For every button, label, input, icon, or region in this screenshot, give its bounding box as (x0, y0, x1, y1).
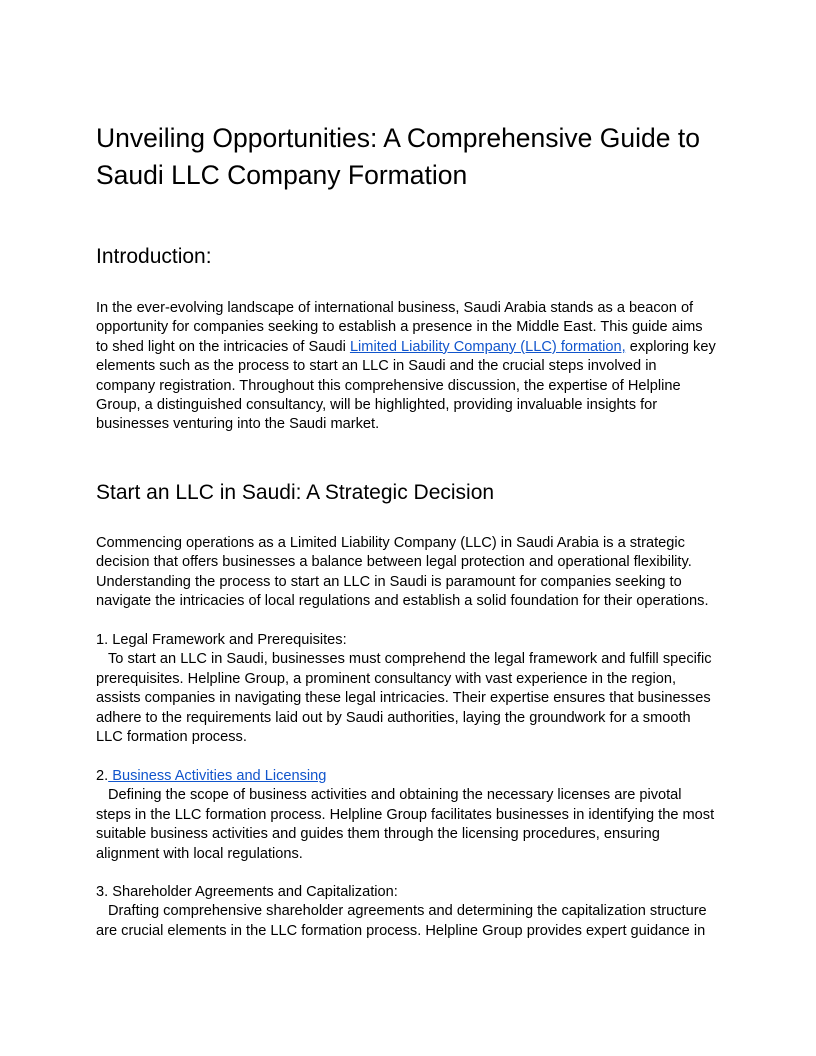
item1-paragraph (96, 631, 726, 747)
business-activities-link[interactable]: Business Activities and Licensing (108, 768, 327, 784)
item1-heading: 1. Legal Framework and Prerequisites: (96, 632, 347, 648)
title-line-1: Unveiling Opportunities: A Comprehensive Guide to (96, 123, 700, 153)
section1-line-3: Understanding the process to start an LLC in Saudi is paramount for companies seeking to (96, 573, 682, 590)
section1-line-4: navigate the intricacies of local regulations and establish a solid foundation for their operations. (96, 593, 709, 610)
intro-heading: Introduction: (96, 245, 212, 268)
section1-line-1: Commencing operations as a Limited Liability Company (LLC) in Saudi Arabia is a strategic (96, 535, 685, 551)
item3-heading: 3. Shareholder Agreements and Capitalization: (96, 884, 398, 900)
item3-paragraph (96, 883, 726, 941)
title-line-2: Saudi LLC Company Formation (96, 160, 468, 190)
item2-line-3: suitable business activities and guides them through the licensing procedures, ensuring (96, 826, 660, 843)
item2-line-4: alignment with local regulations. (96, 845, 303, 862)
item2-line-1: Defining the scope of business activities and obtaining the necessary licenses are pivotal (108, 787, 682, 804)
intro-line-6: Group, a distinguished consultancy, will be highlighted, providing invaluable insights for (96, 397, 658, 414)
intro-line-5: company registration. Throughout this comprehensive discussion, the expertise of Helpline (96, 377, 681, 394)
intro-paragraph (96, 299, 726, 435)
item1-line-2: prerequisites. Helpline Group, a prominent consultancy with vast experience in the region, (96, 670, 677, 687)
document-title (96, 120, 726, 194)
item2-line-2: steps in the LLC formation process. Helpline Group facilitates businesses in identifying the most (96, 806, 715, 823)
intro-line-7: businesses venturing into the Saudi market. (96, 416, 380, 433)
item1-line-5: LLC formation process. (96, 729, 247, 746)
item2-heading (96, 767, 726, 786)
intro-line-2: opportunity for companies seeking to establish a presence in the Middle East. This guide aims (96, 319, 703, 336)
item2-paragraph (96, 767, 726, 864)
item3-line-2: are crucial elements in the LLC formation process. Helpline Group provides expert guidance in (96, 922, 706, 939)
intro-line-3-pre: to shed light on the intricacies of Saudi (96, 338, 350, 355)
llc-formation-link[interactable]: Limited Liability Company (LLC) formation, (349, 338, 626, 355)
item1-line-4: adhere to the requirements laid out by Saudi authorities, laying the groundwork for a smooth (96, 709, 691, 726)
section1-heading: Start an LLC in Saudi: A Strategic Decision (96, 481, 495, 504)
item3-line-1: Drafting comprehensive shareholder agreements and determining the capitalization structure (108, 903, 707, 920)
section1-line-2: decision that offers businesses a balance between legal protection and operational flexibility. (96, 554, 692, 571)
intro-line-3 (96, 338, 726, 357)
intro-line-3-post: exploring key (625, 338, 716, 355)
intro-line-4: elements such as the process to start an LLC in Saudi and the crucial steps involved in (96, 358, 657, 375)
item2-number: 2. (96, 768, 109, 784)
item1-line-1: To start an LLC in Saudi, businesses must comprehend the legal framework and fulfill specific (108, 651, 712, 668)
item1-line-3: assists companies in navigating these legal intricacies. Their expertise ensures that businesses (96, 690, 711, 707)
intro-line-1: In the ever-evolving landscape of international business, Saudi Arabia stands as a beacon of (96, 300, 694, 316)
section1-paragraph (96, 534, 726, 612)
